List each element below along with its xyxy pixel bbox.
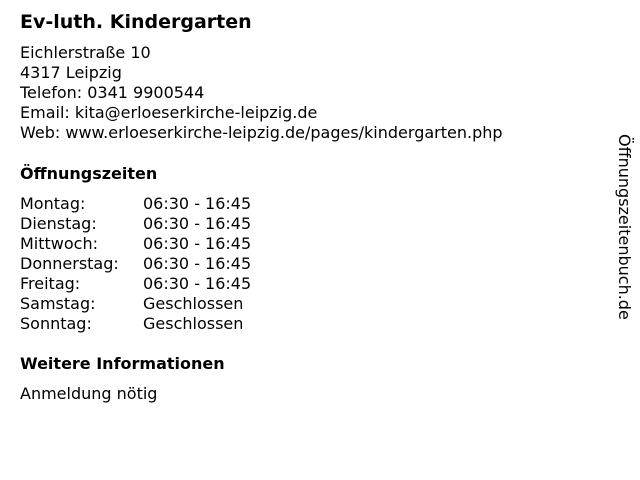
- hours-row-saturday: [20, 294, 320, 314]
- hours-value: 06:30 - 16:45: [143, 274, 252, 293]
- email-line: Email: kita@erloeserkirche-leipzig.de: [20, 103, 318, 122]
- day-label: Samstag:: [20, 294, 96, 313]
- more-info-heading: Weitere Informationen: [20, 354, 225, 373]
- web-line: Web: www.erloeserkirche-leipzig.de/pages/kindergarten.php: [20, 123, 503, 142]
- opening-hours-table: [20, 194, 320, 334]
- hours-value: 06:30 - 16:45: [143, 254, 252, 273]
- day-label: Donnerstag:: [20, 254, 119, 273]
- hours-row-wednesday: [20, 234, 320, 254]
- address-block: [20, 43, 503, 143]
- hours-row-thursday: [20, 254, 320, 274]
- city-line: 4317 Leipzig: [20, 63, 122, 82]
- hours-row-sunday: [20, 314, 320, 334]
- street-address: Eichlerstraße 10: [20, 43, 151, 62]
- day-label: Freitag:: [20, 274, 81, 293]
- more-info-text: Anmeldung nötig: [20, 384, 158, 403]
- hours-row-friday: [20, 274, 320, 294]
- opening-hours-heading: Öffnungszeiten: [20, 164, 158, 183]
- hours-value: Geschlossen: [143, 314, 244, 333]
- hours-value: 06:30 - 16:45: [143, 214, 252, 233]
- site-watermark: Öffnungszeitenbuch.de: [615, 134, 634, 320]
- hours-value: 06:30 - 16:45: [143, 194, 252, 213]
- day-label: Dienstag:: [20, 214, 97, 233]
- hours-row-tuesday: [20, 214, 320, 234]
- day-label: Mittwoch:: [20, 234, 98, 253]
- phone-line: Telefon: 0341 9900544: [20, 83, 205, 102]
- hours-value: 06:30 - 16:45: [143, 234, 252, 253]
- hours-row-monday: [20, 194, 320, 214]
- hours-value: Geschlossen: [143, 294, 244, 313]
- page-title: Ev-luth. Kindergarten: [20, 11, 252, 33]
- day-label: Sonntag:: [20, 314, 92, 333]
- day-label: Montag:: [20, 194, 86, 213]
